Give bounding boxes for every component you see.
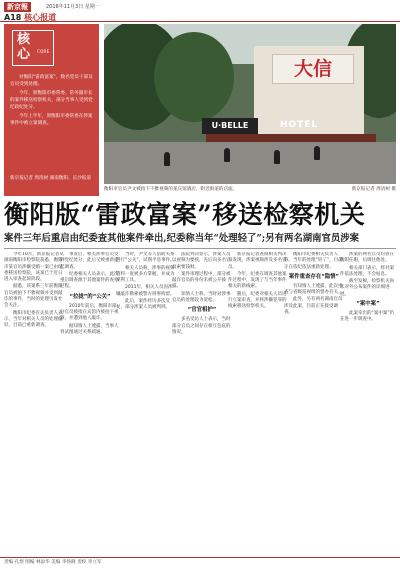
- article-paragraph: 衡阳市纪委有关负责人表示，当年对相关人员的处理偏轻，目前已重新调查。: [4, 310, 63, 329]
- article-paragraph: 新京报记者查阅相关判决书发现，涉案视频涉及多名官员。: [228, 252, 287, 270]
- article-paragraph: 今年10月，新京报记者从湖南衡阳市检察院获悉，衡阳市某官员涉嫌受贿一案已由纪委移送检察院，该案已于近日进入审查起诉阶段。: [4, 252, 64, 283]
- article-paragraph: 衡阳市纪委相关负责人称，当年的处理“轻了”，目前正在依纪依法重新处理。: [284, 252, 343, 270]
- page-label: [4, 12, 56, 23]
- article-paragraph: 此外，另有两名湖南官员涉及此案，目前正在接受调查。: [284, 297, 343, 316]
- article-column: [60, 252, 120, 554]
- section-heading: “拉拢”的“公关”: [69, 293, 111, 300]
- pedestrian: [164, 152, 170, 166]
- article-paragraph: 截至发稿，检察机关尚未对外公布案件的详细进展。: [340, 279, 394, 297]
- article-paragraph: 随后，纪委对相关人员进行立案审查，并将涉嫌犯罪的线索移送检察机关。: [228, 291, 287, 310]
- article-paragraph: 案件审理过程中，部分被敲诈官员的身份未被公开披露。: [172, 271, 231, 290]
- article-column: [172, 252, 232, 554]
- article-paragraph: 2011年，相关人员因涉嫌敲诈勒索被警方刑事拘留。: [116, 285, 175, 297]
- core-intro-box: [4, 24, 99, 196]
- headline: 衡阳版“雷政富案”移送检察机关: [4, 200, 366, 229]
- article-paragraph: 相关人员称，涉事的视频资料一度被多方掌握，并成为谋利工具。: [116, 265, 175, 284]
- article-column: [228, 252, 288, 554]
- article-paragraph: 今年，纪委在调查其他案件过程中，发现了与当年事件相关的新线索。: [228, 271, 287, 290]
- photo-tree: [154, 32, 234, 122]
- pedestrian: [224, 148, 230, 162]
- section-heading: “官官相护”: [187, 307, 217, 314]
- divider: [4, 248, 396, 249]
- article-column: [340, 252, 396, 554]
- masthead: [0, 0, 400, 22]
- store-sign: U·BELLE: [202, 118, 258, 134]
- article-column: [116, 252, 176, 554]
- photo-caption: [104, 186, 396, 196]
- badge-core-label: CORE: [37, 49, 50, 54]
- section-name: 核心报道: [24, 13, 57, 22]
- article-paragraph: 事发后，相关涉事官员受到党纪处分，此后又被重新提起调查。: [60, 252, 119, 270]
- pedestrian: [274, 150, 280, 164]
- section-heading: “案中案”: [356, 301, 380, 308]
- intro-paragraph: 今年上半年，原衡阳市委常委在涉案事件中被立案调查。: [10, 114, 93, 126]
- page-number: A18: [4, 13, 22, 22]
- page-footer: 责编 孔煜 图编 林添华 美编 李扬晓 责校 李立军: [0, 557, 400, 569]
- article-paragraph: 知情人士称，当时对涉事官员的处理较为宽松。: [172, 291, 231, 304]
- article-paragraph: 纪委相关人员表示，此次重启调查源于其他案件的查办过程。: [60, 271, 119, 290]
- section-heading: 案件重查存在“隐情”: [288, 273, 340, 280]
- article-paragraph: 有知情人士透露，此次重查与省级巡视组的督办有关。: [284, 283, 343, 296]
- article-paragraph: 涉案的两名官员均曾在衡阳任职，后调往他处。: [340, 252, 394, 264]
- core-badge: [12, 30, 54, 66]
- subheadline: 案件三年后重启由纪委查其他案件牵出,纪委称当年“处理轻了”;另有两名湖南官员涉案: [4, 233, 360, 244]
- hotel-label: HOTEL: [280, 120, 319, 130]
- pedestrian: [314, 146, 320, 160]
- article-paragraph: 据知情人士透露，当事人曾试图通过关系疏通。: [60, 323, 119, 335]
- caption-text: 衡阳市官员尹文被指下不雅视频的某宾馆酒店，附近街道的店面。: [104, 187, 238, 192]
- intro-paragraph: 今年，原衡阳市委常委、常务副市长的案件移送检察机关，部分当事人受到党纪政纪处分。: [10, 91, 93, 110]
- badge-char-1: 核: [17, 32, 31, 47]
- article-column: [4, 252, 64, 554]
- article-paragraph: 此案牵出的“案中案”仍在进一步调查中。: [340, 311, 395, 323]
- caption-credit: 新京报记者 周清树 摄: [351, 187, 396, 192]
- photo-street: [104, 142, 396, 184]
- article-column: [284, 252, 344, 554]
- badge-char-2: 心: [17, 47, 31, 62]
- article-paragraph: 据悉，该案系三年前衡阳官员被拍下不雅视频并受到敲诈的事件，当时的处理引发社会关注。: [4, 284, 63, 309]
- intro-body: [10, 74, 94, 129]
- intro-credit: 新京报记者 周清树 湖南衡阳、长沙报道: [10, 176, 92, 181]
- article-paragraph: 法院判决显示，涉案人员以视频为要挟，先后向多名官员索要钱财。: [172, 252, 231, 270]
- issue-date: 2016年11月3日 星期一: [46, 4, 100, 10]
- article-paragraph: 当时，尹文等人借助关系进行“公关”，试图平息事件。: [116, 252, 175, 264]
- article-paragraph: 相关部门表示，将对案件依法处理，不会姑息。: [340, 265, 394, 277]
- news-photo: [104, 24, 396, 184]
- article-paragraph: 多名受访人士表示，当时部分官员之间存在相互包庇的情况。: [172, 317, 231, 335]
- hotel-sign: 大信: [272, 54, 354, 84]
- article-body: [4, 252, 396, 554]
- article-paragraph: 2010年前后，衡阳市部分官员被指在宾馆内被拍下视频，并遭到他人敲诈。: [60, 303, 119, 322]
- intro-paragraph: 对衡阳“雷政富案”，数名党员干部及官员受到处理。: [10, 75, 93, 87]
- article-paragraph: 此后，案件经历多次反复，部分涉案人员被判刑。: [116, 299, 170, 311]
- newspaper-logo: 新京報: [4, 2, 31, 12]
